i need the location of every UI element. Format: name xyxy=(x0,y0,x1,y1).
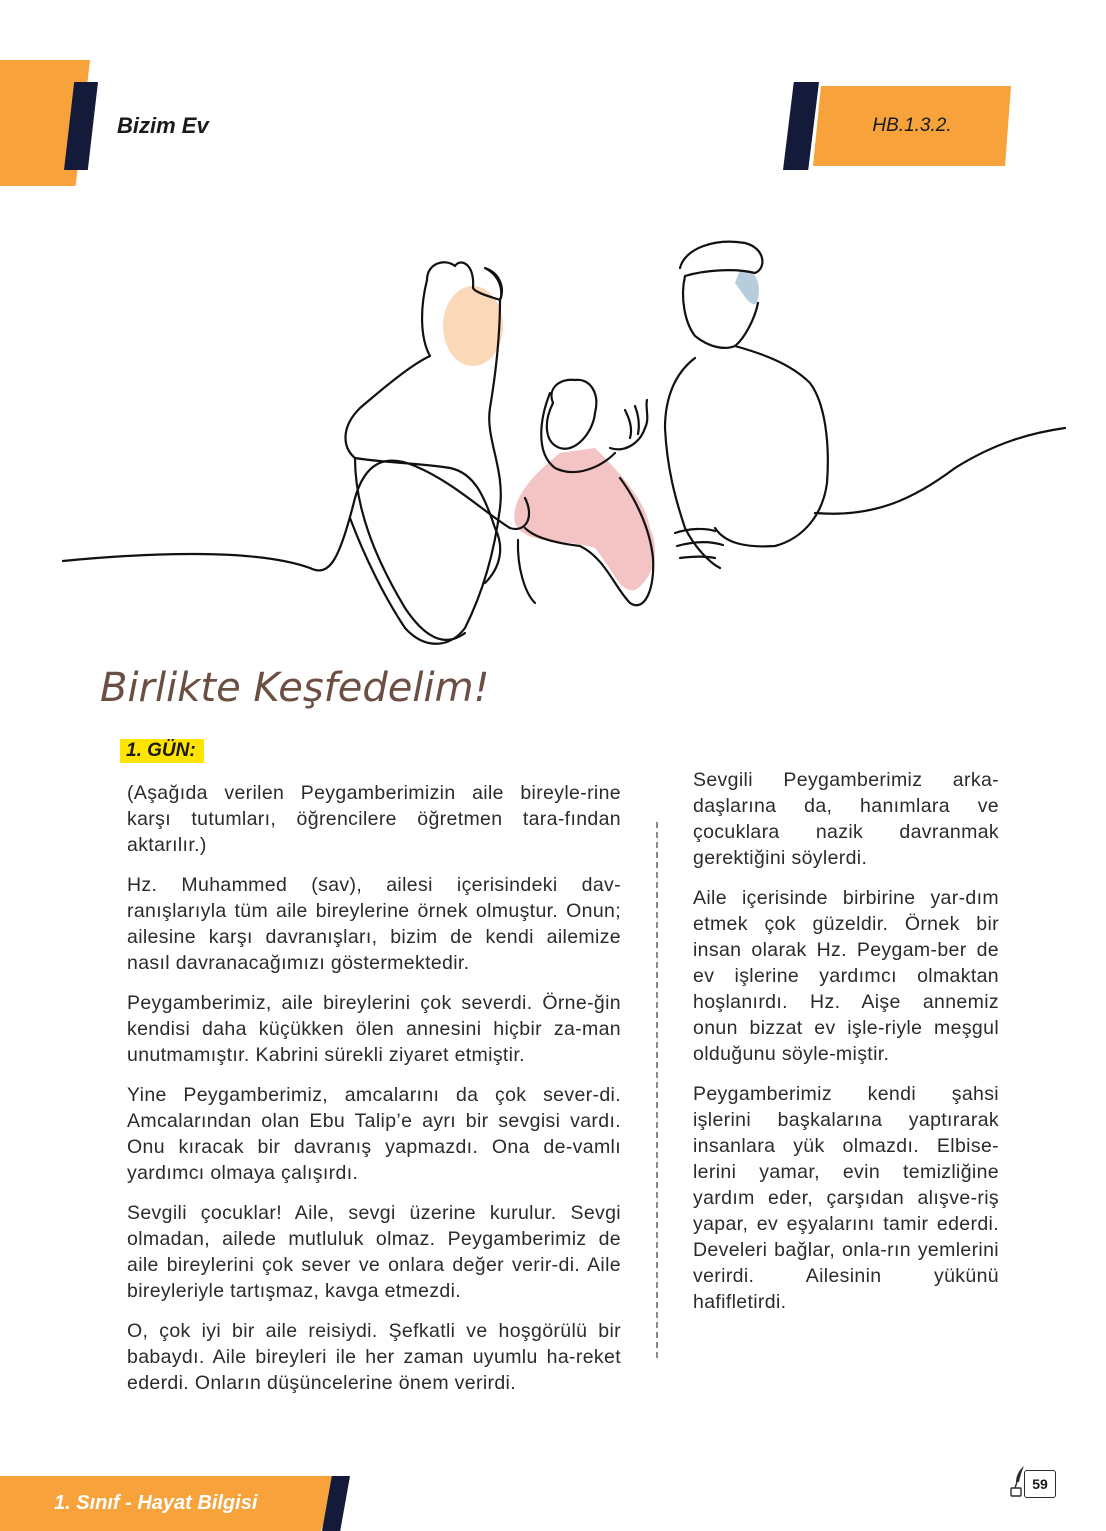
ground-line-right xyxy=(815,428,1065,514)
paragraph: Sevgili Peygamberimiz arka-daşlarına da, hanımlara ve çocuklara nazik davranmak gerektiğini söylerdi. xyxy=(693,769,999,869)
child-head xyxy=(547,380,596,449)
paragraph: Peygamberimiz kendi şahsi işlerini başkalarına yaptırarak insanlara yük olmazdı. Elbise-lerini yamar, evin temizliğine yardım eder, çarşıdan alışve-riş yapar, ev eşyalarını tamir ederdi. Develeri bağlar, onla-rın yemlerini verirdi. Ailesinin yükünü hafifletirdi. xyxy=(693,1083,999,1313)
ground-line xyxy=(63,461,529,571)
family-illustration xyxy=(55,228,1075,660)
paragraph: Peygamberimiz, aile bireylerini çok severdi. Örne-ğin kendisi daha küçükken ölen annesini hiçbir za-man unutmamıştır. Kabrini sürekli ziyaret etmiştir. xyxy=(127,992,621,1066)
day-label-badge: 1. GÜN: xyxy=(120,739,204,763)
child-legs xyxy=(518,540,535,603)
unit-title: Bizim Ev xyxy=(117,113,209,138)
paragraph: Aile içerisinde birbirine yar-dım etmek çok güzeldir. Örnek bir insan olarak Hz. Peygam-ber de ev işlerine yardımcı olmaktan hoşlanırdı. Hz. Aişe annemiz onun bizzat ev işle-riyle meşgul olduğunu söyle-miştir. xyxy=(693,887,999,1065)
father-body xyxy=(715,346,828,546)
paragraph: Yine Peygamberimiz, amcalarını da çok sever-di. Amcalarından olan Ebu Talip’e ayrı bir sevgisi vardı. Onu kıracak bir davranış yapmazdı. Ona de-vamlı yardımcı olmaya çalışırdı. xyxy=(127,1084,621,1184)
page-number: 59 xyxy=(1024,1470,1056,1498)
left-text-column xyxy=(127,780,621,1410)
father-hair-wash xyxy=(735,270,759,304)
section-title: Birlikte Keşfedelim! xyxy=(100,665,490,711)
paragraph: Sevgili çocuklar! Aile, sevgi üzerine kurulur. Sevgi olmadan, ailede mutluluk olmaz. Peygamberimiz de aile bireylerini çok sever ve onlara değer verir-di. Aile bireyleriyle tartışmaz, kavga etmezdi. xyxy=(127,1202,621,1302)
right-text-column xyxy=(693,767,999,1329)
outcome-code: HB.1.3.2. xyxy=(872,115,952,136)
father-arm xyxy=(665,358,720,568)
child-wave-arm xyxy=(610,400,647,449)
column-divider xyxy=(656,822,658,1358)
paragraph: Hz. Muhammed (sav), ailesi içerisindeki dav-ranışlarıyla tüm aile bireylerine örnek olmuştur. Onun; ailesine karşı davranışları, bizim de kendi ailemize nasıl davranacağımızı göstermektedir. xyxy=(127,874,621,974)
father-hair xyxy=(680,242,762,276)
father-hands xyxy=(675,529,723,558)
paragraph: (Aşağıda verilen Peygamberimizin aile bireyle-rine karşı tutumları, öğrencilere öğretmen tara-fından aktarılır.) xyxy=(127,782,621,856)
paragraph: O, çok iyi bir aile reisiydi. Şefkatli ve hoşgörülü bir babaydı. Aile bireyleri ile her zaman uyumlu ha-reket ederdi. Onların düşüncelerine önem verirdi. xyxy=(127,1320,621,1394)
book-title: 1. Sınıf - Hayat Bilgisi xyxy=(54,1492,258,1514)
